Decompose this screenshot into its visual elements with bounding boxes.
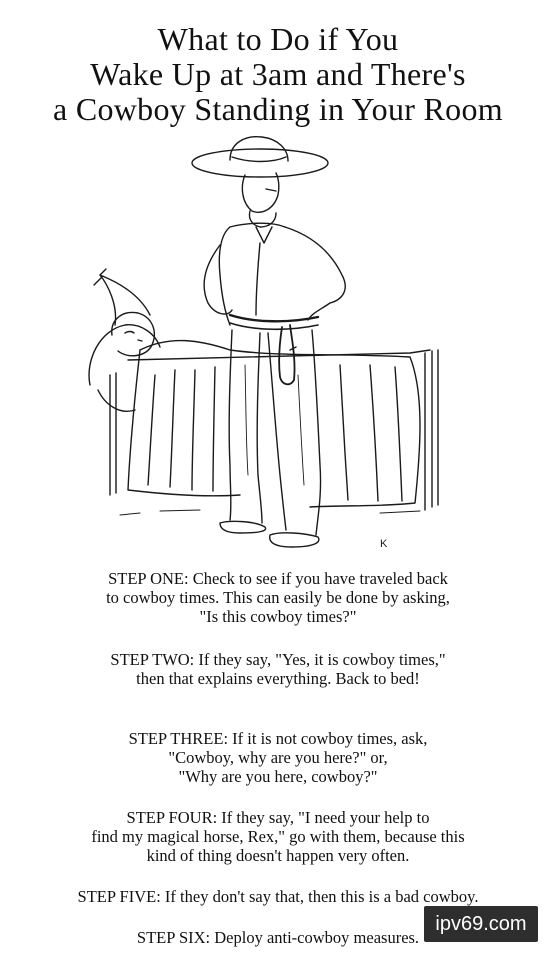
step-five	[0, 887, 556, 906]
step-one	[0, 569, 556, 626]
title-line-1: What to Do if You	[157, 21, 399, 57]
step-three	[0, 729, 556, 786]
title-line-3: a Cowboy Standing in Your Room	[53, 91, 503, 127]
step-line: STEP FOUR: If they say, "I need your help to	[126, 808, 430, 827]
step-four	[0, 808, 556, 865]
step-line: STEP TWO: If they say, "Yes, it is cowboy times,"	[110, 650, 446, 669]
bed	[89, 269, 438, 515]
site-watermark: ipv69.com	[424, 906, 538, 942]
step-line: STEP ONE: Check to see if you have traveled back	[108, 569, 448, 588]
step-line: kind of thing doesn't happen very often.	[146, 846, 410, 865]
step-line: "Is this cowboy times?"	[199, 607, 357, 626]
step-line: "Cowboy, why are you here?" or,	[168, 748, 388, 767]
cowboy-and-bed-illustration	[80, 135, 480, 560]
artist-signature: K	[380, 538, 388, 550]
step-line: STEP SIX: Deploy anti-cowboy measures.	[136, 928, 420, 947]
cowboy-figure	[192, 137, 345, 547]
step-line: "Why are you here, cowboy?"	[178, 767, 378, 786]
step-line: STEP FIVE: If they don't say that, then this is a bad cowboy.	[77, 887, 479, 906]
page-title	[0, 22, 556, 127]
step-line: find my magical horse, Rex," go with them, because this	[91, 827, 465, 846]
step-line: to cowboy times. This can easily be done by asking,	[106, 588, 450, 607]
step-two	[0, 650, 556, 688]
step-line: then that explains everything. Back to bed!	[136, 669, 420, 688]
title-line-2: Wake Up at 3am and There's	[90, 56, 466, 92]
step-line: STEP THREE: If it is not cowboy times, ask,	[128, 729, 428, 748]
